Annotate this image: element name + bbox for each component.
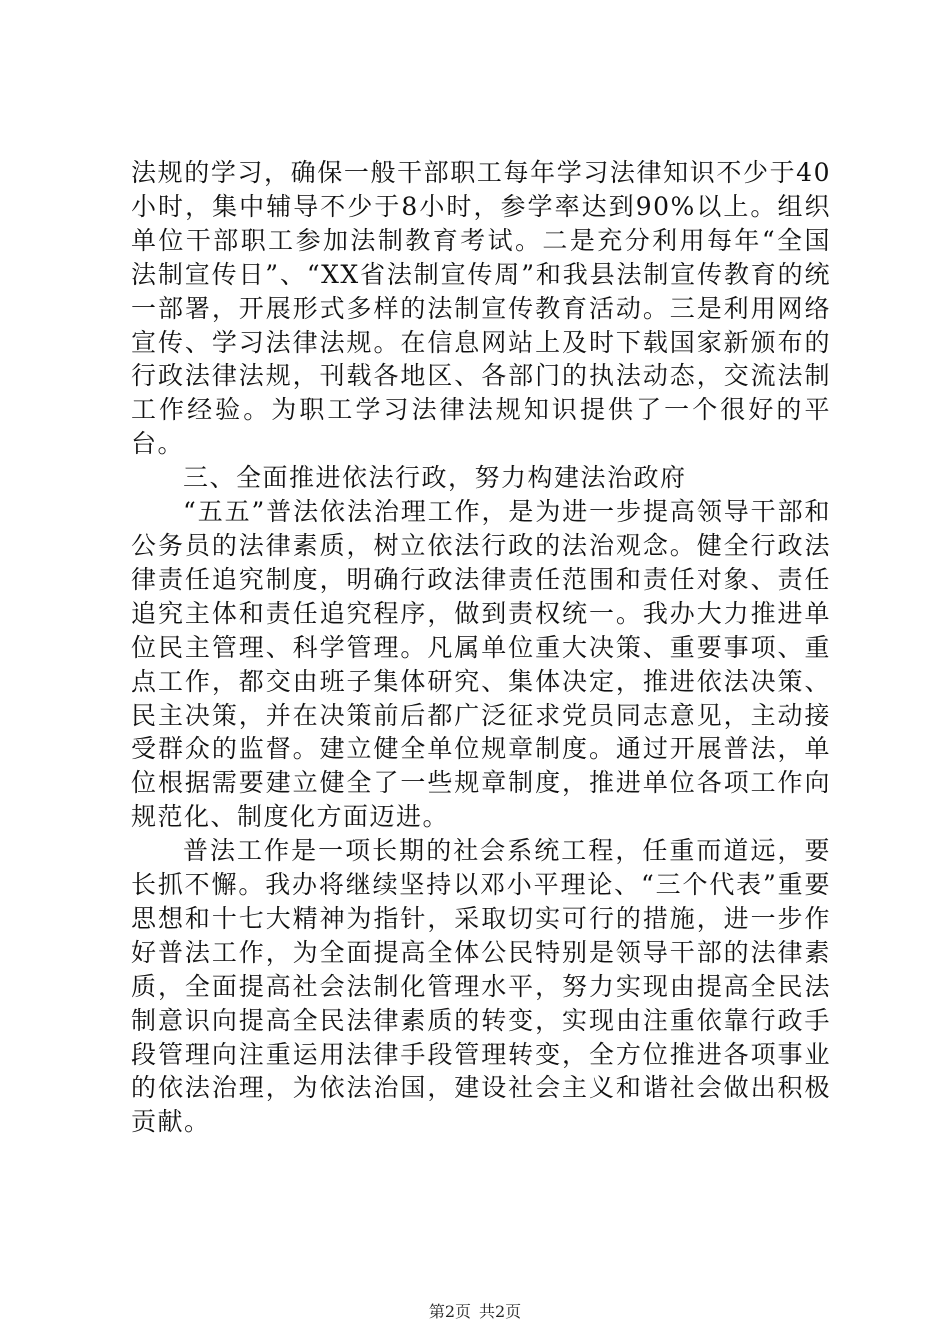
page-footer xyxy=(0,1302,950,1322)
paragraph: 普法工作是一项长期的社会系统工程，任重而道远，要长抓不懈。我办将继续坚持以邓小平理论、“三个代表”重要思想和十七大精神为指针，采取切实可行的措施，进一步作好普法工作，为全面提高全体公民特别是领导干部的法律素质，全面提高社会法制化管理水平，努力实现由提高全民法制意识向提高全民法律素质的转变，实现由注重依靠行政手段管理向注重运用法律手段管理转变，全方位推进各项事业的依法治理，为依法治国，建设社会主义和谐社会做出积极贡献。 xyxy=(131,836,831,1137)
paragraph: “五五”普法依法治理工作，是为进一步提高领导干部和公务员的法律素质，树立依法行政的法治观念。健全行政法律责任追究制度，明确行政法律责任范围和责任对象、责任追究主体和责任追究程序，做到责权统一。我办大力推进单位民主管理、科学管理。凡属单位重大决策、重要事项、重点工作，都交由班子集体研究、集体决定，推进依法决策、民主决策，并在决策前后都广泛征求党员同志意见，主动接受群众的监督。建立健全单位规章制度。通过开展普法，单位根据需要建立健全了一些规章制度，推进单位各项工作向规范化、制度化方面迈进。 xyxy=(131,497,831,832)
paragraph-continued: 法规的学习，确保一般干部职工每年学习法律知识不少于40小时，集中辅导不少于8小时，参学率达到90%以上。组织单位干部职工参加法制教育考试。二是充分利用每年“全国法制宣传日”、“XX省法制宣传周”和我县法制宣传教育的统一部署，开展形式多样的法制宣传教育活动。三是利用网络宣传、学习法律法规。在信息网站上及时下载国家新颁布的行政法律法规，刊载各地区、各部门的执法动态，交流法制工作经验。为职工学习法律法规知识提供了一个很好的平台。 xyxy=(131,158,831,459)
section-heading: 三、全面推进依法行政，努力构建法治政府 xyxy=(183,463,687,493)
document-body xyxy=(131,156,831,1139)
page-number: 第2页 xyxy=(428,1302,471,1321)
page-total: 共2页 xyxy=(479,1302,522,1321)
